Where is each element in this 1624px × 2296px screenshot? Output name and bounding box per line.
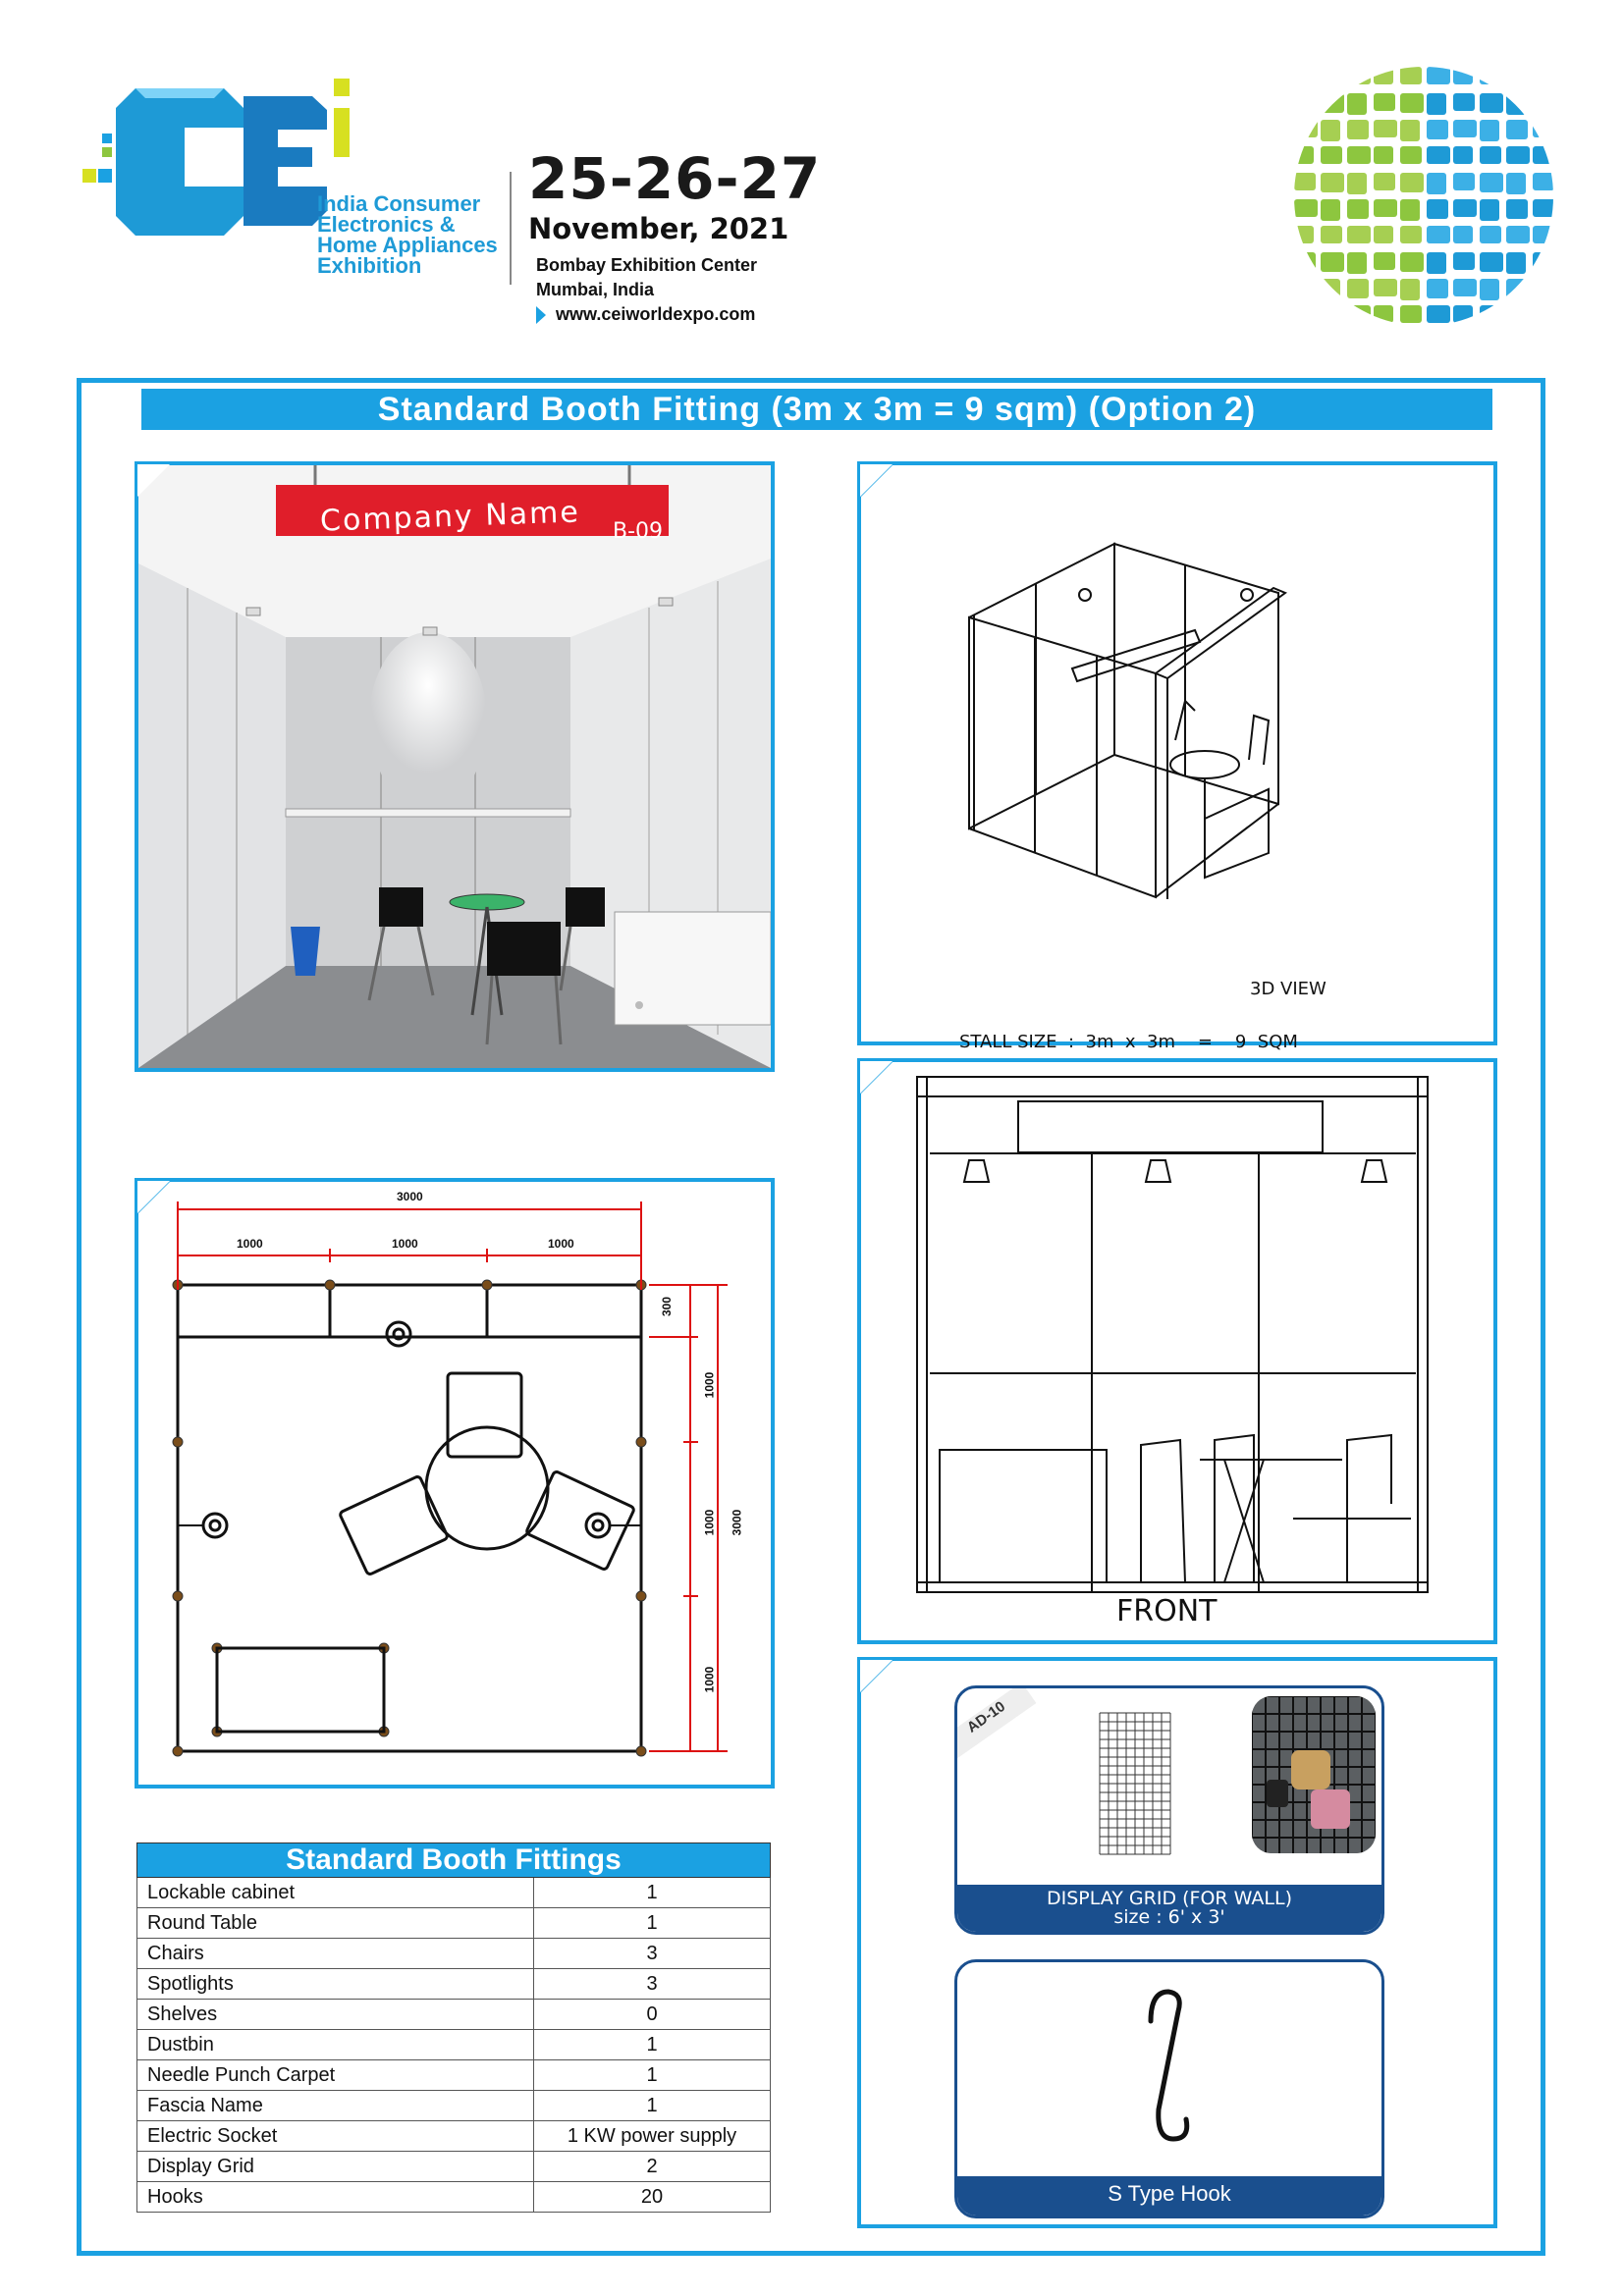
appliance-tile [1294, 93, 1316, 111]
appliance-tile [1294, 146, 1314, 164]
table-row [137, 1969, 771, 2000]
appliance-tile [1321, 252, 1344, 272]
appliance-tile [1480, 120, 1499, 141]
appliance-tile [1427, 173, 1446, 194]
appliance-tile [1374, 252, 1395, 270]
appliance-tile [1374, 226, 1393, 243]
venue-city: Mumbai, India [536, 280, 655, 299]
venue [536, 253, 757, 302]
appliance-tile [1453, 226, 1473, 243]
fitting-item: Lockable cabinet [137, 1878, 534, 1908]
fitting-qty: 2 [534, 2152, 771, 2182]
appliance-tile [1533, 93, 1554, 111]
fitting-qty: 1 [534, 2060, 771, 2091]
plan-side1: 1000 [702, 1371, 717, 1399]
appliance-tile [1400, 67, 1422, 84]
page-title: Standard Booth Fitting (3m x 3m = 9 sqm) (Option 2) [141, 389, 1492, 430]
appliance-tile [1374, 173, 1395, 190]
appliance-tile [1400, 226, 1422, 243]
fitting-item: Display Grid [137, 2152, 534, 2182]
plan-fascia-depth: 300 [660, 1296, 675, 1317]
appliance-tile [1506, 279, 1528, 298]
fitting-qty: 3 [534, 1939, 771, 1969]
appliance-tile [1453, 305, 1473, 323]
appliance-tile [1347, 305, 1371, 323]
appliance-tile [1294, 67, 1314, 84]
s-hook-icon [1129, 1982, 1208, 2159]
appliance-tile [1321, 199, 1340, 221]
appliance-tile [1374, 305, 1393, 323]
fitting-qty: 1 [534, 1878, 771, 1908]
table-row [137, 1878, 771, 1908]
plan-total-width: 3000 [397, 1190, 423, 1203]
table-row [137, 2182, 771, 2213]
event-month: November, 2021 [528, 212, 789, 245]
appliances-globe-icon [1276, 54, 1571, 339]
appliance-tile [1374, 120, 1397, 137]
venue-name: Bombay Exhibition Center [536, 255, 758, 275]
appliance-tile [1374, 67, 1393, 84]
appliance-tile [1480, 226, 1501, 243]
appliance-tile [1533, 173, 1554, 190]
appliance-tile [1294, 252, 1316, 270]
appliance-tile [1533, 305, 1552, 323]
display-grid-caption [957, 1885, 1381, 1935]
ad-badge [954, 1685, 1036, 1759]
appliance-tile [1480, 199, 1499, 221]
plan-side2: 1000 [702, 1509, 717, 1536]
appliance-tile [1400, 120, 1420, 141]
fitting-qty: 1 [534, 1908, 771, 1939]
appliance-tile [1347, 67, 1371, 84]
appliance-tile [1453, 173, 1475, 190]
appliance-tile [1506, 252, 1526, 274]
appliance-tile [1453, 67, 1473, 84]
appliance-tile [1400, 279, 1420, 300]
appliance-tile [1533, 226, 1552, 243]
appliance-tile [1453, 120, 1477, 137]
appliance-tile [1506, 93, 1526, 115]
display-grid-caption-line2: size : 6' x 3' [1113, 1906, 1225, 1928]
cei-logo [77, 69, 352, 265]
front-view-label: FRONT [1116, 1594, 1218, 1629]
fitting-qty: 1 [534, 2030, 771, 2060]
fittings-heading: Standard Booth Fittings [137, 1843, 771, 1878]
fittings-table [136, 1842, 771, 2213]
appliance-tile [1427, 120, 1448, 139]
appliance-tile [1321, 120, 1340, 141]
appliance-tile [1321, 305, 1342, 323]
appliance-tile [1321, 279, 1340, 300]
appliance-tile [1533, 279, 1556, 296]
appliance-tile [1453, 93, 1475, 111]
appliance-tile [1400, 173, 1424, 192]
appliance-tile [1400, 93, 1424, 113]
appliance-tile [1374, 146, 1393, 164]
appliance-tile [1427, 279, 1448, 298]
table-row [137, 2121, 771, 2152]
fitting-qty: 3 [534, 1969, 771, 2000]
appliance-tile [1480, 93, 1503, 113]
appliance-tile [1294, 305, 1314, 323]
appliance-tile [1294, 120, 1318, 137]
appliance-tile [1321, 173, 1344, 192]
appliance-tile [1347, 199, 1369, 219]
appliance-tile [1506, 146, 1530, 164]
appliance-tile [1506, 305, 1530, 323]
appliance-tile [1374, 279, 1397, 296]
fitting-qty: 1 KW power supply [534, 2121, 771, 2152]
table-row [137, 2152, 771, 2182]
appliance-tile [1347, 252, 1367, 274]
s-hook-card [954, 1959, 1384, 2218]
appliance-tile [1506, 173, 1526, 194]
appliance-tile [1347, 93, 1367, 115]
appliance-tile [1347, 226, 1371, 243]
fascia-company-name: Company Name [319, 495, 581, 539]
display-grid-icon [1095, 1710, 1173, 1857]
appliance-tile [1321, 226, 1342, 243]
booth-plan-panel [135, 1178, 775, 1789]
appliance-tile [1321, 93, 1344, 113]
appliance-tile [1400, 199, 1420, 221]
fitting-item: Fascia Name [137, 2091, 534, 2121]
appliance-tile [1294, 199, 1318, 217]
plan-seg3: 1000 [548, 1237, 574, 1251]
grid-photo [1252, 1696, 1376, 1853]
appliance-tile [1480, 173, 1503, 192]
fitting-item: Dustbin [137, 2030, 534, 2060]
fitting-item: Shelves [137, 2000, 534, 2030]
appliance-tile [1294, 279, 1318, 296]
appliance-tile [1427, 252, 1446, 274]
appliance-tile [1321, 146, 1342, 164]
appliance-tile [1427, 146, 1450, 164]
fitting-item: Electric Socket [137, 2121, 534, 2152]
table-row [137, 2060, 771, 2091]
appliance-tile [1480, 67, 1501, 84]
appliance-tile [1427, 199, 1448, 219]
appliance-tile [1400, 252, 1424, 272]
appliance-tile [1453, 252, 1475, 270]
appliance-tile [1294, 226, 1314, 243]
appliance-tile [1294, 173, 1316, 190]
appliance-tile [1374, 199, 1397, 217]
appliance-tile [1347, 120, 1369, 139]
fitting-item: Hooks [137, 2182, 534, 2213]
ad-badge-text: AD-10 [963, 1697, 1009, 1736]
appliance-tile [1427, 93, 1446, 115]
fitting-item: Chairs [137, 1939, 534, 1969]
table-row [137, 1939, 771, 1969]
appliance-tile [1533, 252, 1554, 270]
table-row [137, 2091, 771, 2121]
appliance-tile [1427, 226, 1450, 243]
appliance-tile [1400, 305, 1422, 323]
table-row [137, 1908, 771, 1939]
fitting-item: Round Table [137, 1908, 534, 1939]
appliance-tile [1506, 226, 1530, 243]
stall-size-label: STALL SIZE : 3m x 3m = 9 SQM [959, 1032, 1298, 1052]
header-divider [510, 172, 512, 285]
appliance-tile [1480, 252, 1503, 272]
fitting-qty: 0 [534, 2000, 771, 2030]
plan-seg1: 1000 [237, 1237, 263, 1251]
appliance-tile [1453, 279, 1477, 296]
event-dates: 25-26-27 [528, 145, 822, 212]
table-row [137, 2030, 771, 2060]
fascia-booth-number: B-09 [613, 519, 664, 544]
appliance-tile [1506, 199, 1528, 219]
appliance-tile [1533, 146, 1552, 164]
fitting-item: Needle Punch Carpet [137, 2060, 534, 2091]
fitting-qty: 1 [534, 2091, 771, 2121]
s-hook-caption: S Type Hook [957, 2176, 1381, 2216]
appliance-tile [1533, 67, 1552, 84]
table-row [137, 2000, 771, 2030]
logo-subtitle: India Consumer Electronics & Home Appliances Exhibition [317, 191, 498, 278]
plan-seg2: 1000 [392, 1237, 418, 1251]
appliance-tile [1533, 199, 1556, 217]
booth-render-panel [135, 461, 775, 1072]
appliance-tile [1427, 67, 1450, 84]
fitting-item: Spotlights [137, 1969, 534, 2000]
appliance-tile [1374, 93, 1395, 111]
display-grid-caption-line1: DISPLAY GRID (FOR WALL) [1046, 1888, 1292, 1909]
appliance-tile [1480, 146, 1501, 164]
appliance-tile [1347, 173, 1367, 194]
appliance-tile [1453, 199, 1477, 217]
booth-front-view-panel [857, 1058, 1497, 1644]
appliance-tile [1321, 67, 1342, 84]
appliance-tile [1400, 146, 1422, 164]
appliance-tile [1506, 120, 1528, 139]
appliance-tile [1427, 305, 1450, 323]
appliance-tile [1453, 146, 1473, 164]
appliance-tile [1533, 120, 1556, 137]
3d-view-label: 3D VIEW [1250, 979, 1326, 999]
fittings-table-wrap [136, 1842, 771, 2213]
appliance-tile [1480, 305, 1501, 323]
plan-side3: 1000 [702, 1666, 717, 1693]
website-link[interactable]: www.ceiworldexpo.com [536, 304, 755, 325]
appliance-tile [1480, 279, 1499, 300]
appliance-tile [1506, 67, 1530, 84]
appliance-tile [1347, 146, 1371, 164]
appliance-tile [1347, 279, 1369, 298]
booth-3d-view-panel [857, 461, 1497, 1052]
plan-total-depth: 3000 [730, 1509, 744, 1536]
fitting-qty: 20 [534, 2182, 771, 2213]
display-grid-card [954, 1685, 1384, 1935]
